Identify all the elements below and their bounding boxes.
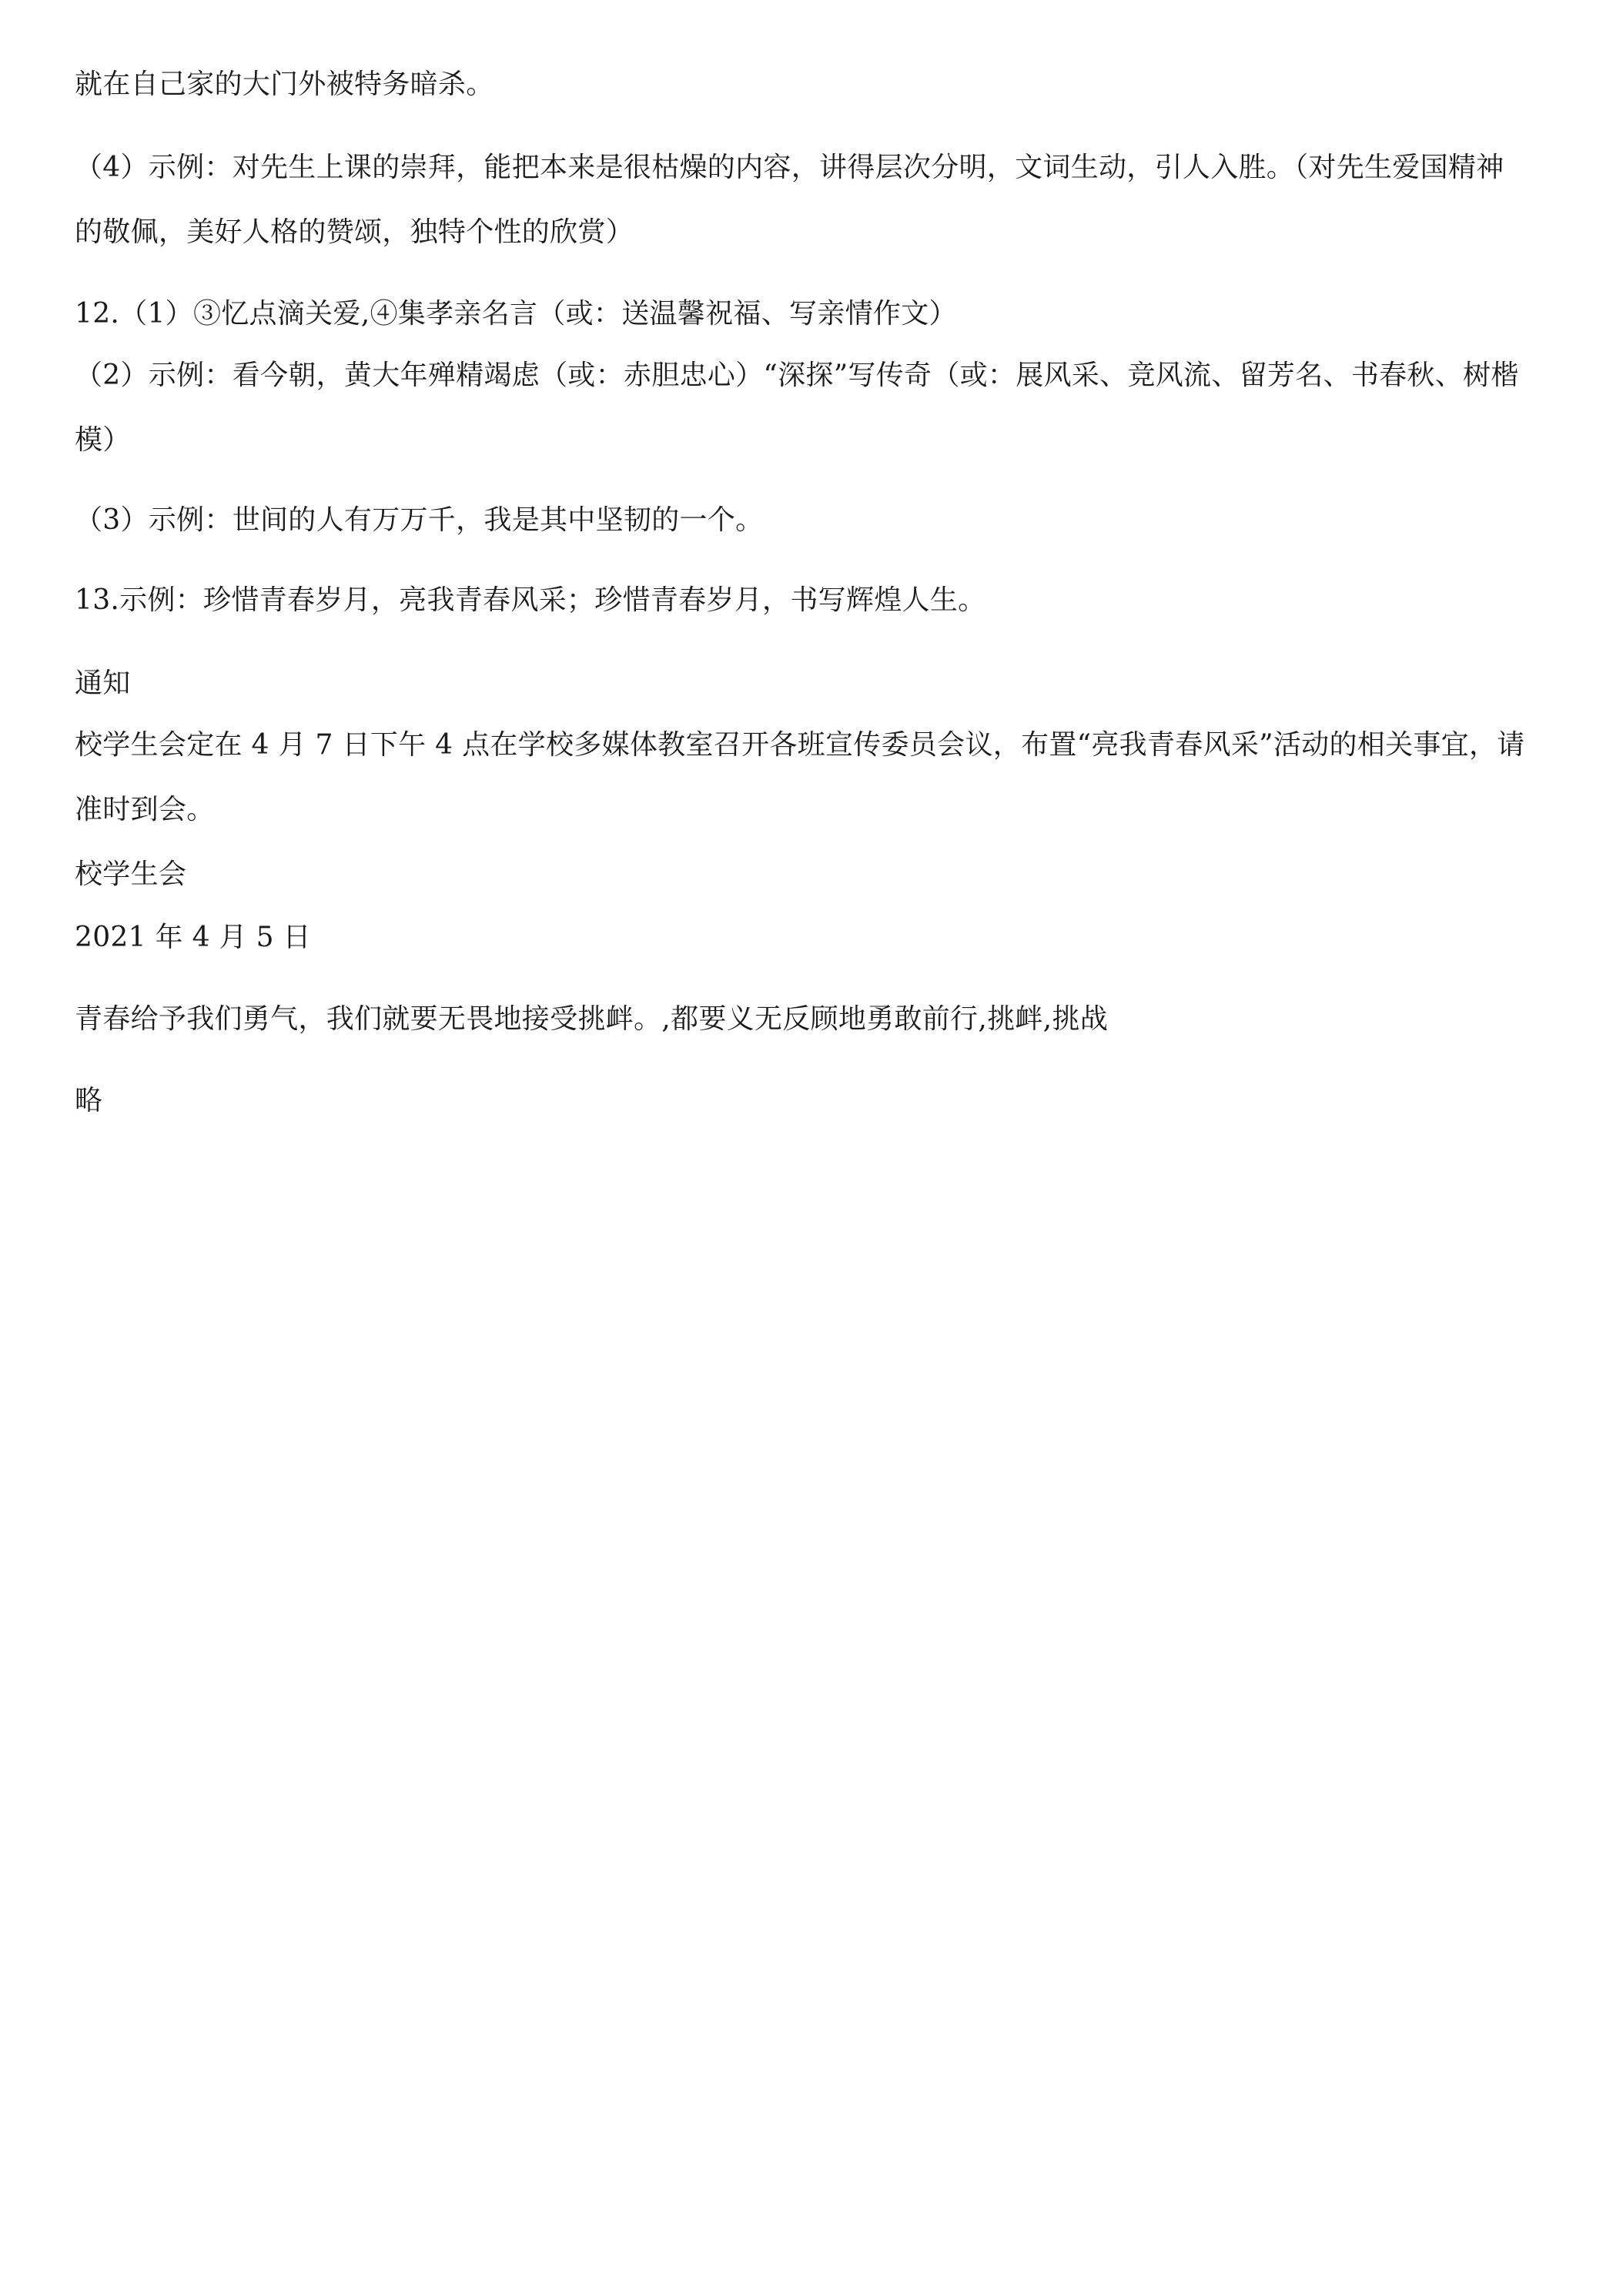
notice-date: 2021 年 4 月 5 日 bbox=[75, 922, 311, 953]
text-line-15: 略 bbox=[75, 1085, 103, 1116]
text-line-5: （2）示例：看今朝，黄大年殚精竭虑（或：赤胆忠心）“深探”写传奇（或：展风采、竞风流、留芳名、书春秋、树楷 bbox=[75, 360, 1519, 391]
text-line-8: 13.示例：珍惜青春岁月，亮我青春风采；珍惜青春岁月，书写辉煌人生。 bbox=[75, 584, 986, 616]
text-line-4: 12.（1）③忆点滴关爱,④集孝亲名言（或：送温馨祝福、写亲情作文） bbox=[75, 298, 957, 330]
text-line-7: （3）示例：世间的人有万万千，我是其中坚韧的一个。 bbox=[75, 504, 764, 536]
text-line-3: 的敬佩，美好人格的赞颂，独特个性的欣赏） bbox=[75, 216, 634, 248]
notice-body-line-2: 准时到会。 bbox=[75, 794, 215, 825]
notice-heading: 通知 bbox=[75, 668, 131, 699]
notice-signature: 校学生会 bbox=[75, 858, 187, 890]
notice-body-line-1: 校学生会定在 4 月 7 日下午 4 点在学校多媒体教室召开各班宣传委员会议，布置“亮我青春风采”活动的相关事宜，请 bbox=[75, 729, 1525, 761]
text-line-2: （4）示例：对先生上课的崇拜，能把本来是很枯燥的内容，讲得层次分明，文词生动，引人入胜。（对先生爱国精神 bbox=[75, 152, 1504, 183]
text-line-1: 就在自己家的大门外被特务暗杀。 bbox=[75, 69, 494, 100]
text-line-14: 青春给予我们勇气，我们就要无畏地接受挑衅。,都要义无反顾地勇敢前行,挑衅,挑战 bbox=[75, 1003, 1109, 1035]
text-line-6: 模） bbox=[75, 424, 131, 456]
